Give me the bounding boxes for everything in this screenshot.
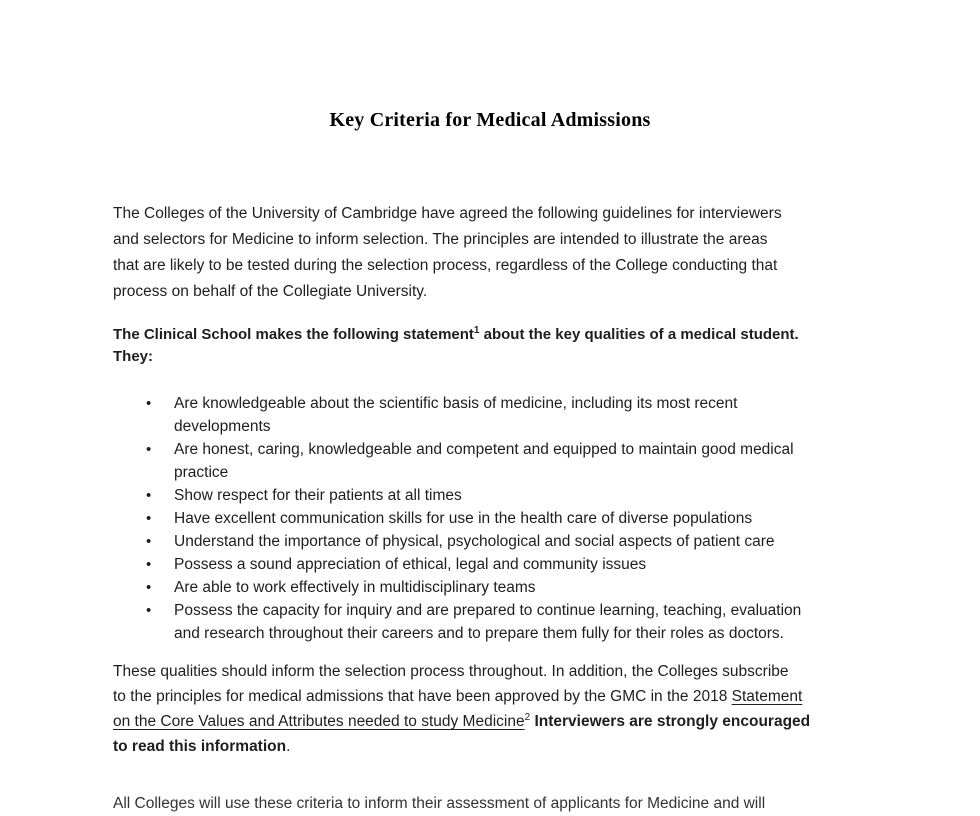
list-item-text: [174, 576, 801, 599]
text-line: [113, 659, 810, 684]
list-item: [113, 507, 801, 530]
text-run: These qualities should inform the selection process throughout. In addition, the Colleges subscribe: [113, 663, 789, 680]
text-run: They:: [113, 348, 154, 365]
text-line: [174, 392, 801, 415]
text-line: [174, 415, 801, 438]
list-item: [113, 392, 801, 438]
text-run: that are likely to be tested during the selection process, regardless of the College conducting that: [113, 257, 778, 274]
list-item-text: [174, 438, 801, 484]
list-item: [113, 576, 801, 599]
list-item-text: [174, 599, 801, 645]
list-item: [113, 438, 801, 484]
text-line: [174, 507, 801, 530]
list-item-text: [174, 553, 801, 576]
link-core-values-statement[interactable]: Statement: [731, 688, 803, 705]
list-item-text: [174, 507, 801, 530]
text-run: Possess a sound appreciation of ethical, legal and community issues: [174, 556, 647, 573]
text-run: Are knowledgeable about the scientific basis of medicine, including its most recent: [174, 395, 738, 412]
footnote-ref-1: 1: [473, 325, 480, 336]
text-run: Interviewers are strongly encouraged: [534, 713, 811, 730]
text-run: developments: [174, 418, 271, 435]
bullet-icon: •: [146, 533, 152, 550]
list-item-text: [174, 392, 801, 438]
text-run: Show respect for their patients at all times: [174, 487, 462, 504]
text-run: to the principles for medical admissions that have been approved by the GMC in the 2018: [113, 688, 732, 705]
text-run: and selectors for Medicine to inform selection. The principles are intended to illustrate the areas: [113, 231, 768, 248]
text-run: Possess the capacity for inquiry and are prepared to continue learning, teaching, evaluation: [174, 602, 802, 619]
paragraph-selection-principles: [113, 659, 810, 759]
text-run: .: [286, 738, 291, 755]
text-line: [113, 324, 799, 346]
text-line: [174, 553, 801, 576]
text-run: to read this information: [113, 738, 287, 755]
text-line: [113, 346, 799, 368]
bullet-icon: •: [146, 441, 152, 458]
text-line: [113, 709, 810, 734]
list-item: [113, 530, 801, 553]
bullet-icon: •: [146, 556, 152, 573]
text-run: Are able to work effectively in multidisciplinary teams: [174, 579, 536, 596]
text-run: The Clinical School makes the following statement: [113, 326, 474, 343]
text-run: Are honest, caring, knowledgeable and competent and equipped to maintain good medical: [174, 441, 794, 458]
clipped-bottom-line: [113, 791, 765, 816]
text-line: [174, 461, 801, 484]
text-run: and research throughout their careers and to prepare them fully for their roles as doctors.: [174, 625, 784, 642]
bullet-icon: •: [146, 510, 152, 527]
text-line: [113, 253, 782, 279]
text-line: [113, 734, 810, 759]
qualities-bullet-list: [113, 392, 801, 645]
bullet-icon: •: [146, 602, 152, 619]
bullet-icon: •: [146, 579, 152, 596]
text-line: [174, 622, 801, 645]
list-item-text: [174, 530, 801, 553]
list-item: [113, 553, 801, 576]
list-item: [113, 484, 801, 507]
text-run: Understand the importance of physical, psychological and social aspects of patient care: [174, 533, 775, 550]
bullet-icon: •: [146, 395, 152, 412]
text-run: practice: [174, 464, 229, 481]
list-item-text: [174, 484, 801, 507]
text-line: [174, 599, 801, 622]
paragraph-intro: [113, 201, 782, 305]
footnote-ref-2: 2: [524, 711, 531, 723]
text-run: process on behalf of the Collegiate University.: [113, 283, 428, 300]
text-line: [174, 576, 801, 599]
text-line: [113, 791, 765, 816]
text-run: Have excellent communication skills for use in the health care of diverse populations: [174, 510, 753, 527]
link-core-values-statement[interactable]: on the Core Values and Attributes needed to study Medicine: [113, 713, 525, 730]
paragraph-clinical-school-statement: [113, 324, 799, 368]
text-line: [113, 201, 782, 227]
text-run: The Colleges of the University of Cambridge have agreed the following guidelines for interviewers: [113, 205, 782, 222]
text-run: about the key qualities of a medical student.: [479, 326, 799, 343]
text-line: [113, 684, 810, 709]
document-title: Key Criteria for Medical Admissions: [329, 109, 651, 131]
bullet-icon: •: [146, 487, 152, 504]
text-run: All Colleges will use these criteria to inform their assessment of applicants for Medicine and will: [113, 795, 766, 812]
text-line: [174, 438, 801, 461]
text-line: [113, 227, 782, 253]
text-line: [113, 279, 782, 305]
text-line: [174, 530, 801, 553]
list-item: [113, 599, 801, 645]
text-line: [174, 484, 801, 507]
